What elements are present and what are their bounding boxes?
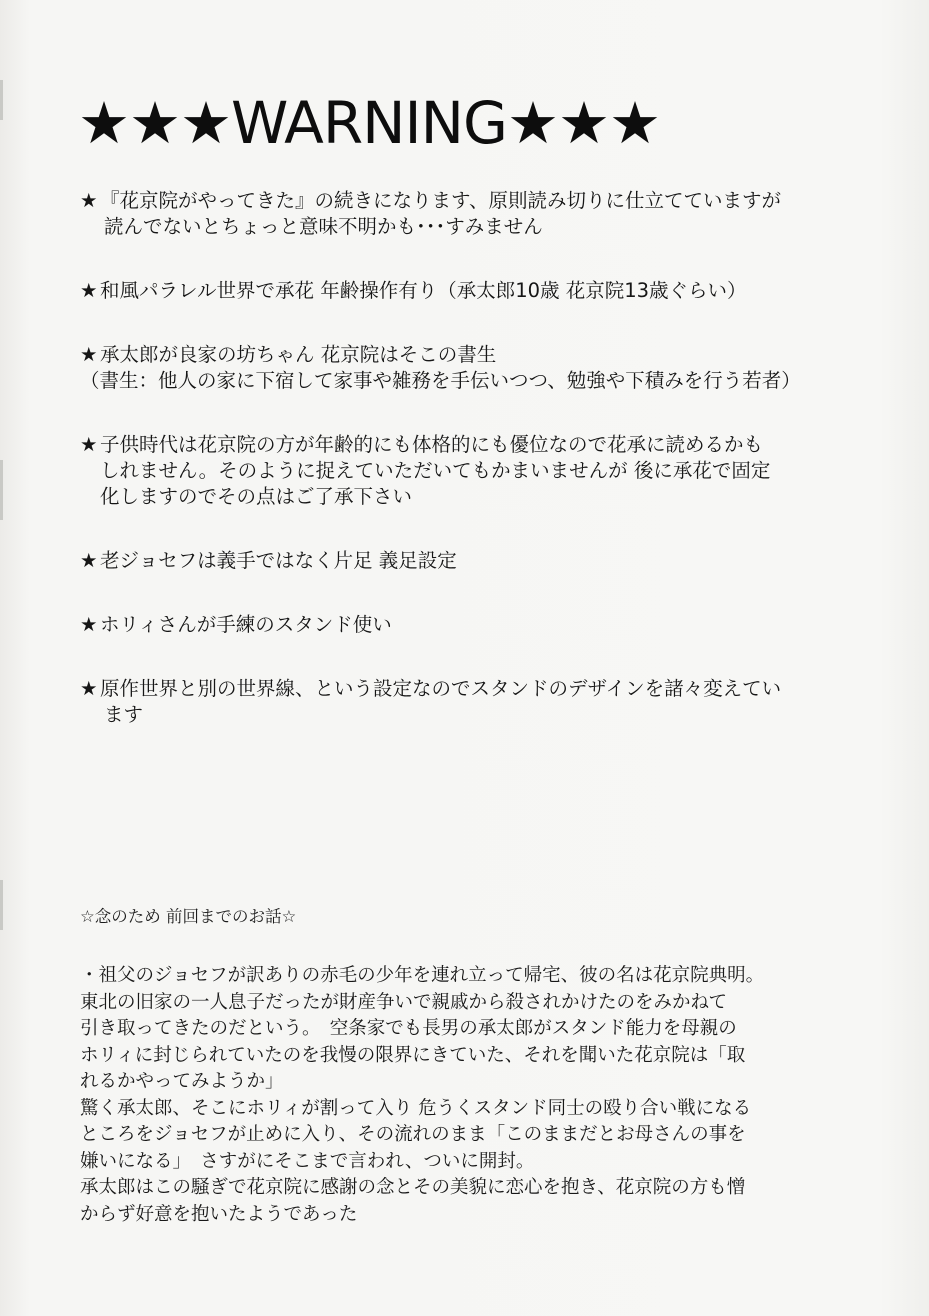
warning-text: しれません。そのように捉えていただいてもかまいませんが 後に承花で固定 [100,459,771,482]
star-icon: ★ [80,677,98,700]
warning-text: 老ジョセフは義手ではなく片足 義足設定 [100,549,457,572]
warning-text: 和風パラレル世界で承花 年齢操作有り（承太郎10歳 花京院13歳ぐらい） [100,279,747,302]
recap-text: 承太郎はこの騒ぎで花京院に感謝の念とその美貌に恋心を抱き、花京院の方も憎 [80,1177,746,1198]
warning-item [80,612,880,638]
recap-text: ところをジョセフが止めに入り、その流れのまま「このままだとお母さんの事を [80,1124,746,1145]
recap-title: ☆念のため 前回までのお話☆ [80,907,297,926]
warning-list [80,188,880,766]
warning-text: 『花京院がやってきた』の続きになります、原則読み切りに仕立てていますが [100,189,781,212]
warning-text: 原作世界と別の世界線、という設定なのでスタンドのデザインを諸々変えてい [100,677,782,700]
star-icon: ★ [80,433,98,456]
star-icon: ★ [80,343,98,366]
recap-text: れるかやってみようか」 [80,1071,284,1092]
warning-item [80,432,880,510]
star-icon: ★ [80,549,98,572]
star-icon: ★ [80,189,98,212]
warning-item [80,188,880,240]
warning-text: 化しますのでその点はご了承下さい [100,485,413,508]
recap-text: ・祖父のジョセフが訳ありの赤毛の少年を連れ立って帰宅、彼の名は花京院典明。 [80,965,765,986]
warning-title: ★★★WARNING★★★ [78,89,660,157]
warning-text: 読んでないとちょっと意味不明かも･･･すみません [104,215,543,238]
warning-text: 承太郎が良家の坊ちゃん 花京院はそこの書生 [100,343,497,366]
warning-item [80,342,880,394]
star-icon: ★ [80,279,98,302]
recap-text: 東北の旧家の一人息子だったが財産争いで親戚から殺されかけたのをみかねて [80,991,728,1013]
recap-text: 驚く承太郎、そこにホリィが割って入り 危うくスタンド同士の殴り合い戦になる [80,1097,752,1119]
recap-text: ホリィに封じられていたのを我慢の限界にきていた、それを聞いた花京院は「取 [80,1044,746,1066]
warning-text: 子供時代は花京院の方が年齢的にも体格的にも優位なので花承に読めるかも [100,433,764,456]
warning-item [80,548,880,574]
recap-text: 嫌いになる」 さすがにそこまで言われ、ついに開封。 [80,1150,535,1172]
recap-text: 引き取ってきたのだという。 空条家でも長男の承太郎がスタンド能力を母親の [80,1018,737,1039]
binding-edge-mark [0,80,3,120]
story-recap [80,905,880,1228]
warning-item [80,278,880,304]
warning-text: （書生：他人の家に下宿して家事や雑務を手伝いつつ、勉強や下積みを行う若者） [80,369,801,392]
binding-edge-mark [0,880,3,930]
warning-text: ます [104,703,144,726]
warning-item [80,676,880,728]
warning-text: ホリィさんが手練のスタンド使い [100,613,392,636]
star-icon: ★ [80,613,98,636]
recap-text: からず好意を抱いたようであった [80,1203,358,1225]
binding-edge-mark [0,460,3,520]
